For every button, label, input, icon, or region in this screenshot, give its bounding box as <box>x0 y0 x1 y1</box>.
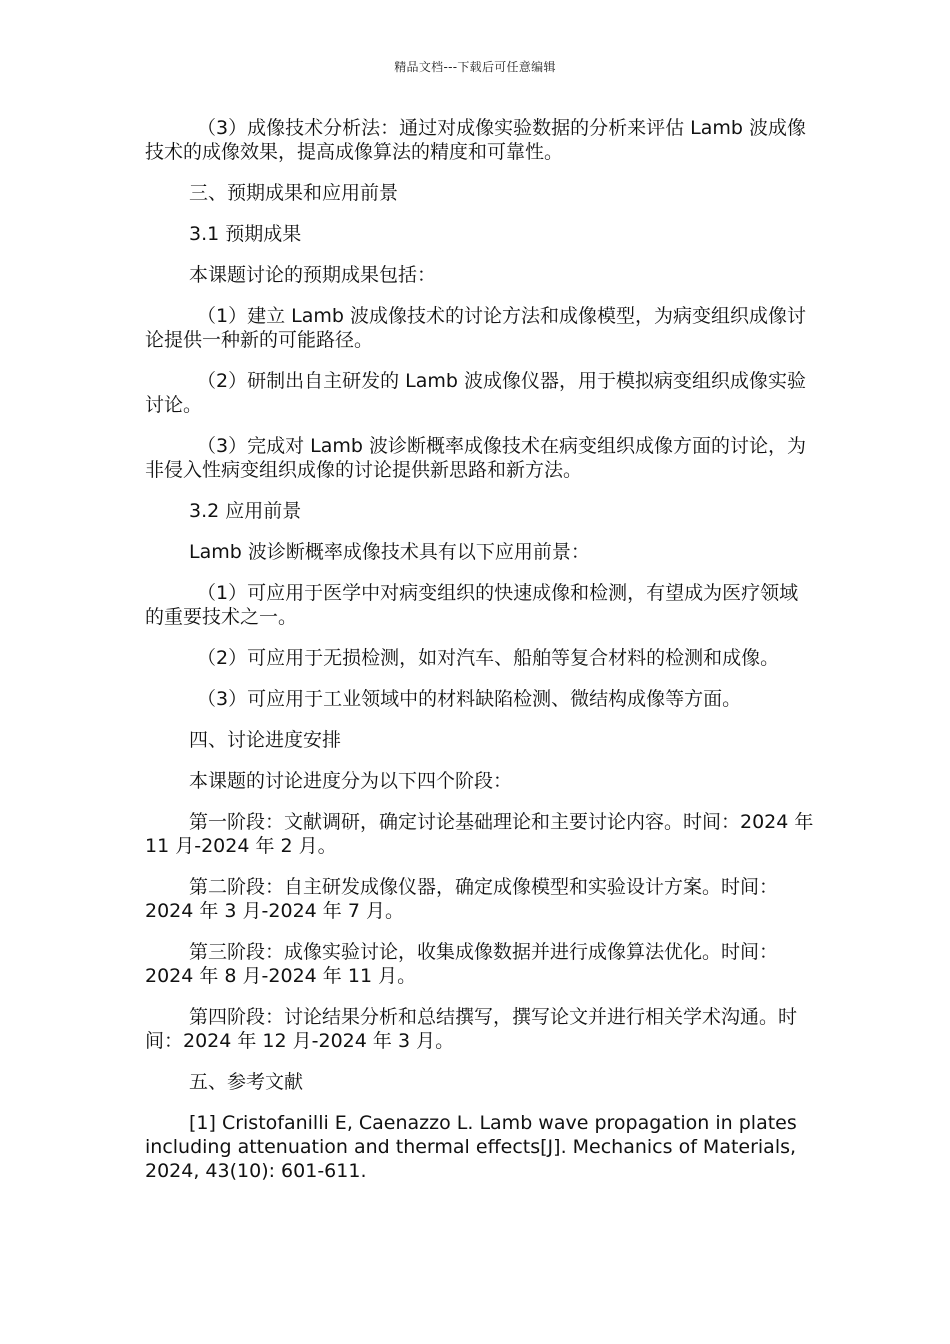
application-intro: Lamb 波诊断概率成像技术具有以下应用前景： <box>189 541 590 563</box>
page-header: 精品文档---下载后可任意编辑 <box>394 60 556 74</box>
expected-result-item-1: （1）建立 Lamb 波成像技术的讨论方法和成像模型，为病变组织成像讨论提供一种新的可能路径。 <box>145 305 806 351</box>
subsection-heading-3-2: 3.2 应用前景 <box>189 500 302 522</box>
document-body <box>145 116 817 1200</box>
section-heading-4: 四、讨论进度安排 <box>189 729 342 751</box>
expected-result-item-3: （3）完成对 Lamb 波诊断概率成像技术在病变组织成像方面的讨论，为非侵入性病变组织成像的讨论提供新思路和新方法。 <box>145 435 806 481</box>
application-item-3: （3）可应用于工业领域中的材料缺陷检测、微结构成像等方面。 <box>197 688 742 710</box>
section-heading-5: 五、参考文献 <box>189 1071 304 1093</box>
schedule-stage-4: 第四阶段：讨论结果分析和总结撰写，撰写论文并进行相关学术沟通。时间：2024 年 12 月-2024 年 3 月。 <box>145 1006 798 1052</box>
expected-results-intro: 本课题讨论的预期成果包括： <box>189 264 437 286</box>
subsection-heading-3-1: 3.1 预期成果 <box>189 223 302 245</box>
method-item-3: （3）成像技术分析法：通过对成像实验数据的分析来评估 Lamb 波成像技术的成像效果，提高成像算法的精度和可靠性。 <box>145 117 806 163</box>
reference-item-1: [1] Cristofanilli E, Caenazzo L. Lamb wave propagation in plates including attenuation and thermal effects[J]. Mechanics of Materials, 2024, 43(10): 601-611. <box>145 1112 797 1182</box>
expected-result-item-2: （2）研制出自主研发的 Lamb 波成像仪器，用于模拟病变组织成像实验讨论。 <box>145 370 806 416</box>
application-item-1: （1）可应用于医学中对病变组织的快速成像和检测，有望成为医疗领域的重要技术之一。 <box>145 582 799 628</box>
schedule-stage-2: 第二阶段：自主研发成像仪器，确定成像模型和实验设计方案。时间：2024 年 3 月-2024 年 7 月。 <box>145 876 779 922</box>
schedule-stage-3: 第三阶段：成像实验讨论，收集成像数据并进行成像算法优化。时间：2024 年 8 月-2024 年 11 月。 <box>145 941 779 987</box>
schedule-stage-1: 第一阶段：文献调研，确定讨论基础理论和主要讨论内容。时间：2024 年 11 月-2024 年 2 月。 <box>145 811 814 857</box>
section-heading-3: 三、预期成果和应用前景 <box>189 182 399 204</box>
schedule-intro: 本课题的讨论进度分为以下四个阶段： <box>189 770 513 792</box>
application-item-2: （2）可应用于无损检测，如对汽车、船舶等复合材料的检测和成像。 <box>197 647 780 669</box>
